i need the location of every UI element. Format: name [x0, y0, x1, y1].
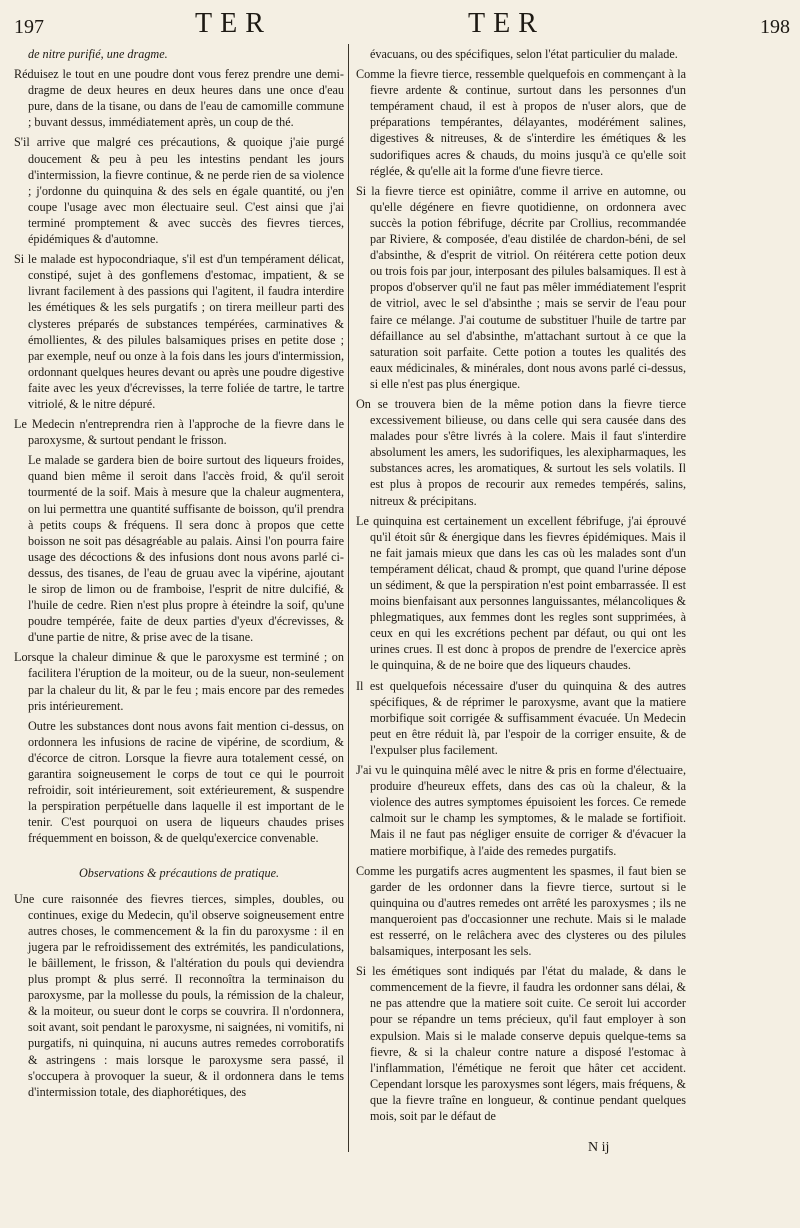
paragraph: évacuans, ou des spécifiques, selon l'état particulier du malade. — [370, 47, 678, 61]
paragraph: S'il arrive que malgré ces précautions, & quoique j'aie purgé doucement & peu à peu les intestins pendant les jours d'intermission, la fievre continue, & ne perde rien de sa violence ; j'ordonne du quinquina & des sels en égale quantité, ou j'en coupe l'usage avec mon électuaire seul. C'est ainsi que j'ai terminé promptement & avec succès des fievres tierces, épidémiques & d'automne. — [14, 135, 344, 247]
running-head-left: TER — [195, 8, 272, 39]
paragraph: Si le malade est hypocondriaque, s'il est d'un tempérament délicat, constipé, sujet à des gonflemens d'estomac, impatient, & se livrant facilement à des passions qui l'agitent, il faudra interdire les émétiques & les sels purgatifs ; on tirera meilleur parti des clysteres préparés de substances tempérées, carminatives & émollientes, & des pilules balsamiques prises en petite dose ; par exemple, neuf ou onze à la fois dans les jours d'intermission, ordonnant quelques heures devant ou après une poudre digestive faite avec les yeux d'écrevisses, la terre foliée de tartre, le tartre vitriolé, & le nitre dépuré. — [14, 252, 344, 411]
paragraph: Le quinquina est certainement un excellent fébrifuge, j'ai éprouvé qu'il étoit sûr & énergique dans les fievres épidémiques. Mais il ne fait jamais mieux que dans les cas où les malades sont d'un tempérament délicat, chaud & prompt, que quand l'urine dépose un sédiment, & que la perspiration n'est point embarrassée. Il est moins bienfaisant aux personnes languissantes, mélancoliques & phlegmatiques, aux femmes dont les regles sont supprimées, à ceux en qui les excrétions pechent par défaut, ou qui ont les urines crues. Il est donc à propos de prendre de l'exercice après le quinquina, & de ne boire que des liqueurs chaudes. — [356, 513, 686, 673]
paragraph: Il est quelquefois nécessaire d'user du quinquina & des autres spécifiques, & de réprimer le paroxysme, avant que la matiere morbifique soit corrigée & suffisamment évacuée. Un Medecin peut en être réduit là, par l'espoir de la corriger ensuite, & de l'expulser plus facilement. — [356, 678, 686, 757]
paragraph: Une cure raisonnée des fievres tierces, simples, doubles, ou continues, exige du Medecin, qu'il observe soigneusement entre autres choses, le commencement & la fin du paroxysme : il en jugera par le refroidissement des extrémités, les pandiculations, le bâillement, le frisson, & l'altération du pouls qui deviendra plus prompt & plus serré. Il reconnoîtra la terminaison du paroxysme, par la mollesse du pouls, la rémission de la chaleur, & la moiteur, ou sueur dont le corps se couvrira. Il n'ordonnera, soit avant, soit pendant le paroxysme, ni saignées, ni vomitifs, ni purgatifs, ni quinquina, ni aucuns autres remedes corroboratifs & astringens : mais lorsque le paroxysme sera passé, il s'occupera à provoquer la sueur, & il ordonnera dans le tems d'intermission totale, des diaphorétiques, des — [14, 891, 344, 1099]
signature-mark: N ij — [588, 1140, 610, 1155]
section-subheading: Observations & précautions de pratique. — [78, 865, 280, 880]
paragraph: Réduisez le tout en une poudre dont vous ferez prendre une demi-dragme de deux heures en deux heures dans une once d'eau pure, dans de la tisane, ou dans de l'eau de camomille commune ; buvant dessus, immédiatement après, un coup de thé. — [14, 67, 344, 130]
right-column — [356, 46, 686, 1128]
paragraph: de nitre purifié, une dragme. — [28, 47, 168, 61]
paragraph: On se trouvera bien de la même potion dans la fievre tierce excessivement bilieuse, ou dans celle qui sera causée dans des malades pour s'être livrés à la colere. Mais il faut s'interdire absolument les amers, les sudorifiques, les alexipharmaques, les substances acres, les aromatiques, & surtout les sels volatils. Il est plus à propos de recourir aux remedes tempérés, salins, nitreux & précipitans. — [356, 396, 686, 508]
paragraph: Lorsque la chaleur diminue & que le paroxysme est terminé ; on facilitera l'éruption de la moiteur, ou de la sueur, non-seulement par la chaleur du lit, & par le feu ; mais encore par des remedes pris intérieurement. — [14, 650, 344, 713]
paragraph: Outre les substances dont nous avons fait mention ci-dessus, on ordonnera les infusions de racine de vipérine, de scordium, & d'écorce de citron. Lorsque la fievre aura totalement cessé, on garantira soigneusement le corps de tout ce qui le pourroit refroidir, soit intérieurement, soit extérieurement, & suspendre la perspiration perpétuelle dans laquelle il est important de le tenir. C'est pourquoi on usera de liqueurs chaudes prises fréquemment en boisson, & de quelqu'exercice convenable. — [28, 718, 344, 846]
page-header — [0, 4, 800, 44]
paragraph: J'ai vu le quinquina mêlé avec le nitre & pris en forme d'électuaire, produire d'heureux effets, dans des cas où la chaleur, & la violence des autres symptomes épuisoient les forces. Ce remede calmoit sur le champ les symptomes, & le malade se fortifioit. Mais il ne faut pas négliger ensuite de corriger & d'évacuer la matiere morbifique, à l'aide des remedes purgatifs. — [356, 763, 686, 858]
paragraph: Le malade se gardera bien de boire surtout des liqueurs froides, quand bien même il seroit dans l'accès froid, & qu'il seroit tourmenté de la soif. Mais à mesure que la chaleur augmentera, on lui permettra une quantité suffisante de boisson, qu'il prendra à petits coups & fréquens. Il sera donc à propos que cette boisson ne soit pas désagréable au palais. Ainsi l'on pourra faire usage des décoctions & des infusions dont nous avons parlé ci-dessus, des tisanes, de l'eau de gruau avec la vipérine, ajoutant le sirop de limon ou de framboise, l'esprit de nitre dulcifié, & l'huile de cedre. Rien n'est plus propre à éteindre la soif, qu'une poudre tempérée, faite de deux parties d'yeux d'écrevisses, & d'une partie de nitre, & prise avec de la tisane. — [28, 453, 344, 645]
running-head-right: TER — [468, 8, 545, 39]
page-number-left: 197 — [14, 16, 44, 38]
paragraph: Comme la fievre tierce, ressemble quelquefois en commençant à la fievre ardente & continue, surtout dans les personnes d'un tempérament chaud, il est à propos de n'user alors, que de préparations tempérantes, délayantes, modérément salines, digestives & nitreuses, & de s'interdire les émétiques & les sudorifiques acres & chauds, du moins jusqu'à ce qu'elle soit réglée, & qu'elle ait la forme d'une fievre tierce. — [356, 67, 686, 178]
left-column — [14, 46, 344, 1104]
column-divider — [348, 44, 349, 1152]
paragraph: Comme les purgatifs acres augmentent les spasmes, il faut bien se garder de les ordonner dans la fievre tierce, surtout si le quinquina ou d'autres remedes ont arrêté les paroxysmes ; ils ne manqueroient pas d'occasionner une rechute. Mais si le malade est resserré, on le relâchera avec des clysteres ou des pilules balsamiques, interposant les sels. — [356, 863, 686, 959]
paragraph: Le Medecin n'entreprendra rien à l'approche de la fievre dans le paroxysme, & surtout pendant le frisson. — [14, 417, 344, 448]
paragraph: Si la fievre tierce est opiniâtre, comme il arrive en automne, ou qu'elle dégénere en fievre quotidienne, on ordonnera avec succès la potion fébrifuge, décrite par Crollius, recommandée par Riviere, & composée, d'eau distilée de chardon-béni, de sel d'absinthe, & d'esprit de vitriol. On réitérera cette potion deux ou trois fois par jour, interposant des pilules balsamiques. Il est à propos d'observer qu'il ne faut pas mêler immédiatement l'esprit de vitriol, avec le sel d'absinthe ; mais se servir de l'eau pour faire ce mélange. J'ai coutume de substituer l'huile de tartre par défaillance au sel d'absinthe, m'attachant surtout à ce que la saturation soit parfaite. Cette potion a toutes les qualités des eaux médicinales, & minérales, dont nous avons parlé ci-dessus, si elle n'est pas plus énergique. — [356, 183, 686, 391]
page-number-right: 198 — [760, 16, 790, 38]
paragraph: Si les émétiques sont indiqués par l'état du malade, & dans le commencement de la fievre, il faudra les ordonner sans délai, & ne pas attendre que la matiere soit cuite. Ce seroit lui accorder pour se répandre un tems précieux, qu'il faut employer à son expulsion. Mais si le malade conserve depuis quelque-tems sa fievre, & si la chaleur contre nature a disposé l'estomac à l'inflammation, l'émétique ne feroit que hâter cet accident. Cependant lorsque les paroxysmes sont légers, mais fréquens, & que la fievre traîne en longueur, & continue pendant quelques mois, soit par le défaut de — [356, 964, 686, 1123]
